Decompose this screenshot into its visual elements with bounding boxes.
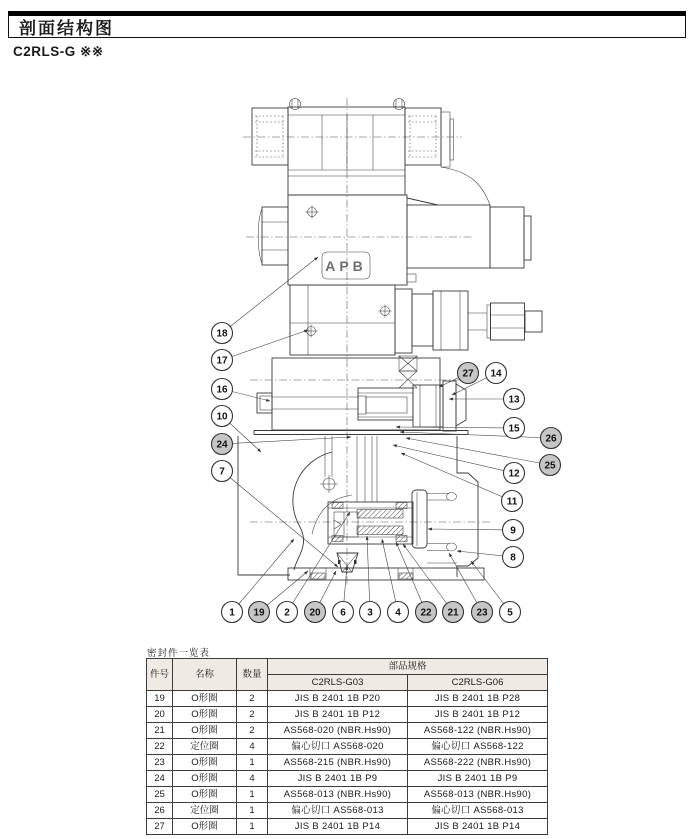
pilot-valve-side-view [290, 285, 542, 355]
end-block [457, 436, 478, 577]
svg-text:6: 6 [340, 607, 346, 619]
callout-2 [277, 602, 298, 623]
cell-qty: 1 [237, 787, 268, 803]
table-row [147, 723, 548, 739]
svg-text:5: 5 [507, 607, 513, 619]
callout-9 [503, 520, 524, 541]
col-header-qty: 数量 [237, 659, 268, 691]
cell-item: 22 [147, 739, 173, 755]
cell-spec-a: JIS B 2401 1B P14 [268, 819, 408, 835]
svg-text:10: 10 [216, 411, 228, 423]
cell-name: O形圈 [173, 771, 237, 787]
svg-text:9: 9 [510, 525, 516, 537]
svg-text:7: 7 [219, 466, 225, 478]
callout-11 [502, 491, 523, 512]
svg-text:26: 26 [545, 433, 557, 445]
col-header-spec: 部品规格 [268, 659, 548, 675]
spool-land [357, 510, 403, 519]
svg-text:27: 27 [462, 368, 474, 380]
cell-spec-a: AS568-020 (NBR.Hs90) [268, 723, 408, 739]
brand-emblem: APB [325, 258, 367, 274]
callout-27 [458, 363, 479, 384]
svg-text:3: 3 [367, 607, 373, 619]
callout-4 [388, 602, 409, 623]
svg-text:21: 21 [447, 607, 459, 619]
cell-spec-a: JIS B 2401 1B P12 [268, 707, 408, 723]
callout-25 [540, 455, 561, 476]
cell-item: 25 [147, 787, 173, 803]
col-header-model-b: C2RLS-G06 [408, 675, 548, 691]
svg-text:8: 8 [510, 552, 516, 564]
cell-spec-a: AS568-215 (NBR.Hs90) [268, 755, 408, 771]
solenoid-top-view [252, 99, 454, 196]
cell-name: 定位圈 [173, 739, 237, 755]
cell-item: 21 [147, 723, 173, 739]
callout-14 [486, 363, 507, 384]
svg-text:16: 16 [216, 384, 228, 396]
screw-mark [305, 325, 318, 338]
svg-text:17: 17 [216, 355, 228, 367]
callout-12 [504, 463, 525, 484]
knurled-knob [441, 112, 450, 167]
cell-spec-b: JIS B 2401 1B P12 [408, 707, 548, 723]
spool-land [357, 526, 403, 535]
cell-item: 23 [147, 755, 173, 771]
yoke [412, 490, 427, 548]
cell-name: O形圈 [173, 755, 237, 771]
screw-mark [320, 475, 338, 493]
cell-qty: 1 [237, 819, 268, 835]
cell-spec-b: JIS B 2401 1B P9 [408, 771, 548, 787]
table-row [147, 691, 548, 707]
cell-name: O形圈 [173, 707, 237, 723]
model-code: C2RLS-G ※※ [13, 44, 104, 59]
cell-qty: 1 [237, 803, 268, 819]
table-row [147, 771, 548, 787]
connector-body [407, 205, 490, 268]
callout-18 [212, 323, 233, 344]
cell-spec-b: JIS B 2401 1B P28 [408, 691, 548, 707]
table-row [147, 739, 548, 755]
svg-text:20: 20 [309, 607, 321, 619]
cell-spec-b: 偏心切口 AS568-013 [408, 803, 548, 819]
cell-spec-b: AS568-122 (NBR.Hs90) [408, 723, 548, 739]
callout-23 [472, 602, 493, 623]
callout-3 [360, 602, 381, 623]
callout-15 [504, 418, 525, 439]
cell-name: 定位圈 [173, 803, 237, 819]
callout-13 [504, 389, 525, 410]
callout-20 [305, 602, 326, 623]
manifold-block [254, 356, 468, 435]
cell-spec-a: AS568-013 (NBR.Hs90) [268, 787, 408, 803]
seal-parts-table [146, 658, 548, 835]
callout-5 [500, 602, 521, 623]
table-row [147, 819, 548, 835]
svg-text:19: 19 [253, 607, 265, 619]
callout-19 [249, 602, 270, 623]
callout-10 [212, 406, 233, 427]
adjust-screw-body [433, 291, 468, 350]
cell-qty: 4 [237, 771, 268, 787]
cell-qty: 2 [237, 691, 268, 707]
svg-text:1: 1 [229, 607, 235, 619]
hex-plug [262, 207, 288, 265]
cell-name: O形圈 [173, 723, 237, 739]
screw-mark [306, 206, 319, 219]
svg-text:23: 23 [476, 607, 488, 619]
svg-text:11: 11 [506, 496, 518, 508]
connector-cap [490, 207, 524, 268]
callout-balloons [212, 323, 562, 623]
svg-text:13: 13 [508, 394, 520, 406]
cell-spec-a: JIS B 2401 1B P9 [268, 771, 408, 787]
callout-22 [416, 602, 437, 623]
screw-mark [379, 305, 392, 318]
svg-text:22: 22 [420, 607, 432, 619]
cell-spec-b: 偏心切口 AS568-122 [408, 739, 548, 755]
callout-7 [212, 461, 233, 482]
cell-spec-b: AS568-013 (NBR.Hs90) [408, 787, 548, 803]
callout-24 [212, 434, 233, 455]
svg-text:24: 24 [216, 439, 228, 451]
cell-qty: 2 [237, 723, 268, 739]
svg-text:12: 12 [508, 468, 520, 480]
cell-spec-b: JIS B 2401 1B P14 [408, 819, 548, 835]
cell-spec-a: 偏心切口 AS568-020 [268, 739, 408, 755]
cell-qty: 1 [237, 755, 268, 771]
table-row [147, 803, 548, 819]
lock-nut [491, 303, 525, 340]
callout-26 [541, 428, 562, 449]
cell-name: O形圈 [173, 819, 237, 835]
table-caption: 密封件一览表 [147, 648, 211, 659]
callout-1 [222, 602, 243, 623]
solenoid-side-view [258, 167, 531, 285]
svg-text:25: 25 [544, 460, 556, 472]
adjust-stud [525, 311, 542, 332]
svg-text:2: 2 [284, 607, 290, 619]
svg-text:18: 18 [216, 328, 228, 340]
cell-name: O形圈 [173, 691, 237, 707]
table-row [147, 755, 548, 771]
col-header-model-a: C2RLS-G03 [268, 675, 408, 691]
svg-text:4: 4 [395, 607, 401, 619]
callout-17 [212, 350, 233, 371]
svg-text:15: 15 [508, 423, 520, 435]
cell-item: 20 [147, 707, 173, 723]
cell-item: 19 [147, 691, 173, 707]
cell-spec-b: AS568-222 (NBR.Hs90) [408, 755, 548, 771]
svg-text:14: 14 [490, 368, 502, 380]
callout-6 [333, 602, 354, 623]
cell-name: O形圈 [173, 787, 237, 803]
cell-qty: 4 [237, 739, 268, 755]
callout-8 [503, 547, 524, 568]
col-header-item: 件号 [147, 659, 173, 691]
col-header-name: 名称 [173, 659, 237, 691]
cell-qty: 2 [237, 707, 268, 723]
cell-item: 26 [147, 803, 173, 819]
cell-item: 24 [147, 771, 173, 787]
section-title: 剖面结构图 [19, 19, 114, 38]
cell-item: 27 [147, 819, 173, 835]
table-row [147, 787, 548, 803]
table-row [147, 707, 548, 723]
callout-21 [443, 602, 464, 623]
callout-16 [212, 379, 233, 400]
cell-spec-a: JIS B 2401 1B P20 [268, 691, 408, 707]
cell-spec-a: 偏心切口 AS568-013 [268, 803, 408, 819]
